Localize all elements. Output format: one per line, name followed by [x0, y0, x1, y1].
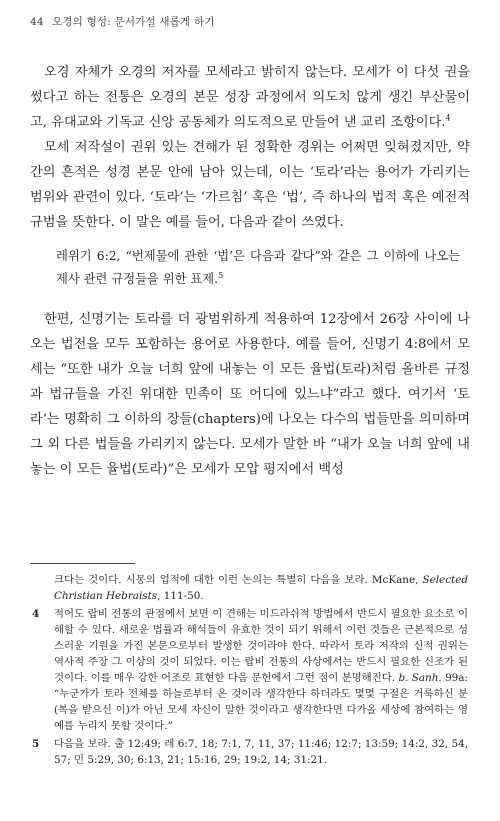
footnote-4-tail: 99a: “누군가가 토라 전체를 하늘로부터 온 것이라 생각한다 하더라도 몇몇 구절은 거룩하신 분(복을 받으신 이)가 아닌 모세 자신이 말한 것이라고 생각한다면 다가올 세상에 참여하는 영예를 누리지 못할 것이다.”: [54, 672, 468, 732]
block-quote: [56, 245, 460, 291]
footnote-4: [30, 606, 468, 734]
footnote-5: [30, 736, 468, 768]
footnote-4-citation: b. Sanh.: [398, 672, 442, 684]
running-title: 오경의 형성: 문서가설 새롭게 하기: [52, 16, 215, 28]
main-text: [30, 60, 470, 482]
footnote-continuation-text: 크다는 것이다. 시몽의 업적에 대한 이런 논의는 특별히 다음을 보라. McKane,: [54, 574, 423, 586]
footnote-continuation-tail: , 111-50.: [157, 590, 204, 602]
footnote-ref-4[interactable]: 4: [445, 113, 451, 123]
paragraph-1: [30, 60, 470, 135]
footnotes: [30, 572, 468, 770]
page-number: 44: [30, 16, 44, 28]
footnote-5-number: 5: [32, 738, 40, 750]
footnote-book-title: Selected Christian Hebraists: [54, 574, 468, 602]
paragraph-1-text: 오경 자체가 오경의 저자를 모세라고 밝히지 않는다. 모세가 이 다섯 권을 썼다고 하는 전통은 오경의 본문 성장 과정에서 의도치 않게 생긴 부산물이고, 유대교와 기독교 신앙 공동체가 의도적으로 만들어 낸 교리 조항이다.: [30, 65, 470, 130]
footnote-ref-5[interactable]: 5: [218, 270, 224, 280]
paragraph-3: 한편, 신명기는 토라를 더 광범위하게 적용하여 12장에서 26장 사이에 나오는 법전을 모두 포함하는 용어로 사용한다. 예를 들어, 신명기 4:8에서 모세는 “또한 내가 오늘 너희 앞에 내놓는 이 모든 율법(토라)처럼 올바른 규정과 법규들을 가진 위대한 민족이 또 어디에 있느냐”라고 했다. 여기서 ‘토라’는 명확히 그 이하의 장들(chapters)에 나오는 다수의 법들만을 의미하며 그 외 다른 법들을 가리키지 않는다. 모세가 말한 바 “내가 오늘 너희 앞에 내놓는 이 모든 율법(토라)”은 모세가 모압 평지에서 백성: [30, 312, 470, 477]
footnote-5-text: 다음을 보라. 출 12:49; 레 6:7, 18; 7:1, 7, 11, 37; 11:46; 12:7; 13:59; 14:2, 32, 54, 57; 민 5:29, 30; 6:13, 21; 15:16, 29; 19:2, 14; 31:21.: [54, 738, 468, 766]
footnote-divider: [30, 563, 135, 564]
footnote-4-number: 4: [32, 608, 40, 620]
running-header: [30, 14, 215, 29]
footnote-continuation: [30, 572, 468, 604]
footnote-4-text: 적어도 랍비 전통의 관점에서 보면 이 견해는 미드라쉬적 방법에서 반드시 필요한 요소로 이해할 수 있다. 새로운 법률과 해석들이 유효한 것이 되기 위해서 이런 것들은 근본적으로 성스러운 기원을 가진 본문으로부터 발생한 것이라야 한다. 따라서 토라 저작의 신적 권위는 역사적 주장 그 이상의 것이 되었다. 이는 랍비 전통의 사상에서는 반드시 필요한 신조가 된 것이다. 이를 매우 강한 어조로 표현한 다음 문헌에서 그런 점이 분명해진다.: [54, 608, 468, 684]
block-quote-text: 레위기 6:2, “번제물에 관한 ‘법’은 다음과 같다”와 같은 그 이하에 나오는 제사 관련 규정들을 위한 표제.: [56, 249, 460, 286]
paragraph-2: 모세 저작설이 권위 있는 견해가 된 정확한 경위는 어쩌면 잊혀졌지만, 약간의 흔적은 성경 본문 안에 남아 있는데, 이는 ‘토라’라는 용어가 가리키는 범위와 관련이 있다. ‘토라’는 ‘가르침’ 혹은 ‘법’, 즉 하나의 법적 혹은 예전적 규범을 뜻한다. 이 말은 예를 들어, 다음과 같이 쓰였다.: [30, 140, 470, 230]
